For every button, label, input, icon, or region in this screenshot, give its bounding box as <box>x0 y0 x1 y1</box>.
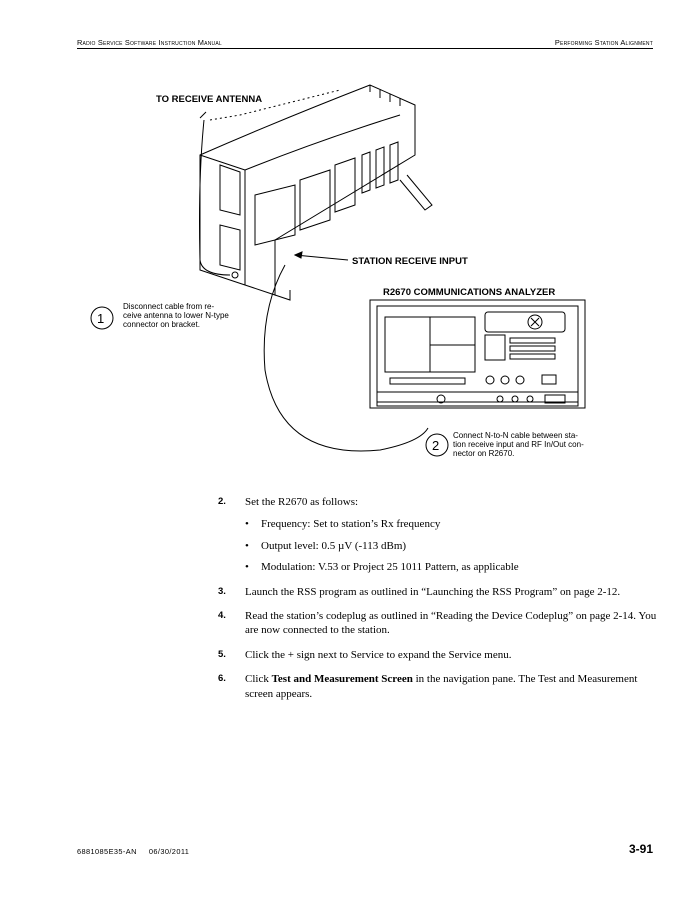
running-header-right: Performing Station Alignment <box>554 38 653 47</box>
step-number: 2. <box>218 496 226 507</box>
station-cabinet-illustration <box>200 85 432 300</box>
r2670-analyzer-illustration <box>370 300 585 408</box>
step-number: 3. <box>218 585 226 597</box>
callout-1-number: 1 <box>97 311 105 326</box>
label-to-receive-antenna: TO RECEIVE ANTENNA <box>156 94 263 105</box>
step-number: 4. <box>218 610 226 622</box>
callout-1-line-2: ceive antenna to lower N-type <box>123 311 229 320</box>
callout-1-line-1: Disconnect cable from re- <box>123 302 215 311</box>
header-rule <box>77 48 653 49</box>
procedure-steps <box>218 495 658 711</box>
callout-2-line-1: Connect N-to-N cable between sta- <box>453 431 578 440</box>
callout-2-line-2: tion receive input and RF In/Out con- <box>453 440 584 449</box>
running-header-left: Radio Service Software Instruction Manual <box>77 38 222 47</box>
step-text: Launch the RSS program as outlined in “Launching the RSS Program” on page 2-12. <box>245 585 621 598</box>
label-r2670-analyzer: R2670 COMMUNICATIONS ANALYZER <box>383 287 556 298</box>
step-text: Read the station’s codeplug as outlined in “Reading the Device Codeplug” on page 2-14. You are now connected to the station. <box>245 610 657 637</box>
step-4 <box>218 609 658 638</box>
step-5 <box>218 648 658 662</box>
footer-doc-info <box>77 847 189 856</box>
antenna-cable <box>200 112 239 278</box>
step-2 <box>218 495 658 575</box>
settings-list <box>245 517 658 574</box>
callout-1-line-3: connector on bracket. <box>123 320 200 329</box>
list-item: • Modulation: V.53 or Project 25 1011 Pattern, as applicable <box>245 560 658 574</box>
list-item: • Frequency: Set to station’s Rx frequency <box>245 517 658 531</box>
callout-2-number: 2 <box>432 438 440 453</box>
step-6 <box>218 672 658 701</box>
step-number: 6. <box>218 673 226 685</box>
step-number: 5. <box>218 648 226 660</box>
callout-2-line-3: nector on R2670. <box>453 449 515 458</box>
step-text-bold: Test and Measurement Screen <box>271 673 413 686</box>
step-3 <box>218 585 658 599</box>
footer-doc-number: 6881085E35-AN <box>77 847 137 856</box>
station-alignment-figure <box>80 60 640 485</box>
step-text: Click the + sign next to Service to expand the Service menu. <box>245 648 512 661</box>
step-text: Set the R2670 as follows: <box>245 496 359 508</box>
step-text-pre: Click <box>245 673 272 686</box>
label-station-receive-input: STATION RECEIVE INPUT <box>352 256 468 267</box>
page-number: 3-91 <box>628 842 653 856</box>
step-text-post: in the navigation pane. The Test and Measurement screen appears. <box>245 673 638 700</box>
list-item: • Output level: 0.5 µV (-113 dBm) <box>245 539 658 553</box>
footer-date: 06/30/2011 <box>148 847 190 856</box>
